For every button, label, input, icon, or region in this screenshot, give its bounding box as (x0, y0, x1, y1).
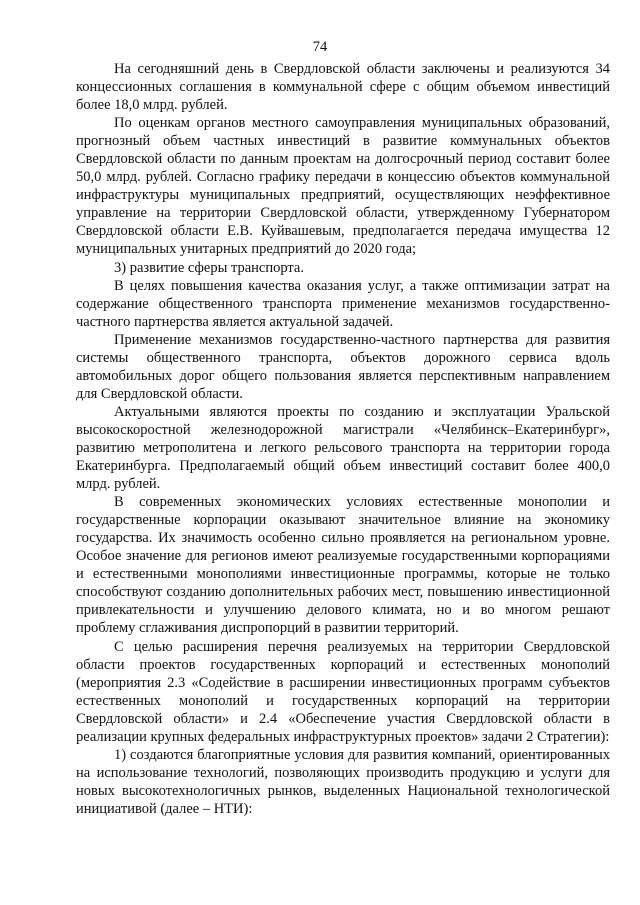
paragraph-nti-conditions: 1) создаются благоприятные условия для развития компаний, ориентированных на использование технологий, позволяющих производить продукцию и услуги для новых высокотехнологичных рынков, выделенных Национальной технологической инициативой (далее – НТИ): (76, 746, 610, 817)
paragraph-transport-heading: 3) развитие сферы транспорта. (114, 259, 304, 276)
paragraph-private-investment-forecast: По оценкам органов местного самоуправления муниципальных образований, прогнозный объем частных инвестиций в развитие коммунальных объектов Свердловской области по данным проектам на долгосрочный период составит более 50,0 млрд. рублей. Согласно графику передачи в концессию объектов коммунальной инфраструктуры муниципальных предприятий, осуществляющих неэффективное управление на территории Свердловской области, утвержденному Губернатором Свердловской области Е.В. Куйвашевым, предполагается передача имущества 12 муниципальных унитарных предприятий до 2020 года; (76, 115, 610, 258)
paragraph-corporate-projects: С целью расширения перечня реализуемых на территории Свердловской области проектов государственных корпораций и естественных монополий (мероприятия 2.3 «Содействие в расширении инвестиционных программ субъектов естественных монополий и государственных корпораций на территории Свердловской области» и 2.4 «Обеспечение участия Свердловской области в реализации крупных федеральных инфраструктурных проектов» задачи 2 Стратегии): (76, 638, 610, 745)
paragraph-natural-monopolies: В современных экономических условиях естественные монополии и государственные корпорации оказывают значительное влияние на экономику государства. Их значимость особенно сильно проявляется на региональном уровне. Особое значение для регионов имеют реализуемые государственными корпорациями и естественными монополиями инвестиционные программы, которые не только способствуют созданию дополнительных рабочих мест, повышению инвестиционной привлекательности и улучшению делового климата, но и во многом решают проблему сглаживания диспропорций в развитии территорий. (76, 494, 610, 637)
page-number: 74 (312, 39, 328, 55)
paragraph-ppp-mechanisms: Применение механизмов государственно-частного партнерства для развития системы общественного транспорта, объектов дорожного сервиса вдоль автомобильных дорог общего пользования является перспективным направлением для Свердловской области. (76, 331, 610, 402)
document-body (76, 60, 610, 818)
paragraph-concessions-count: На сегодняшний день в Свердловской области заключены и реализуются 34 концессионных соглашения в коммунальной сфере с общим объемом инвестиций более 18,0 млрд. рублей. (76, 61, 610, 114)
paragraph-railway-projects: Актуальными являются проекты по созданию и эксплуатации Уральской высокоскоростной железнодорожной магистрали «Челябинск–Екатеринбург», развитию метрополитена и легкого рельсового транспорта на территории города Екатеринбурга. Предполагаемый общий объем инвестиций составит более 400,0 млрд. рублей. (76, 403, 610, 493)
paragraph-transport-goals: В целях повышения качества оказания услуг, а также оптимизации затрат на содержание общественного транспорта применение механизмов государственно-частного партнерства является актуальной задачей. (76, 277, 610, 330)
